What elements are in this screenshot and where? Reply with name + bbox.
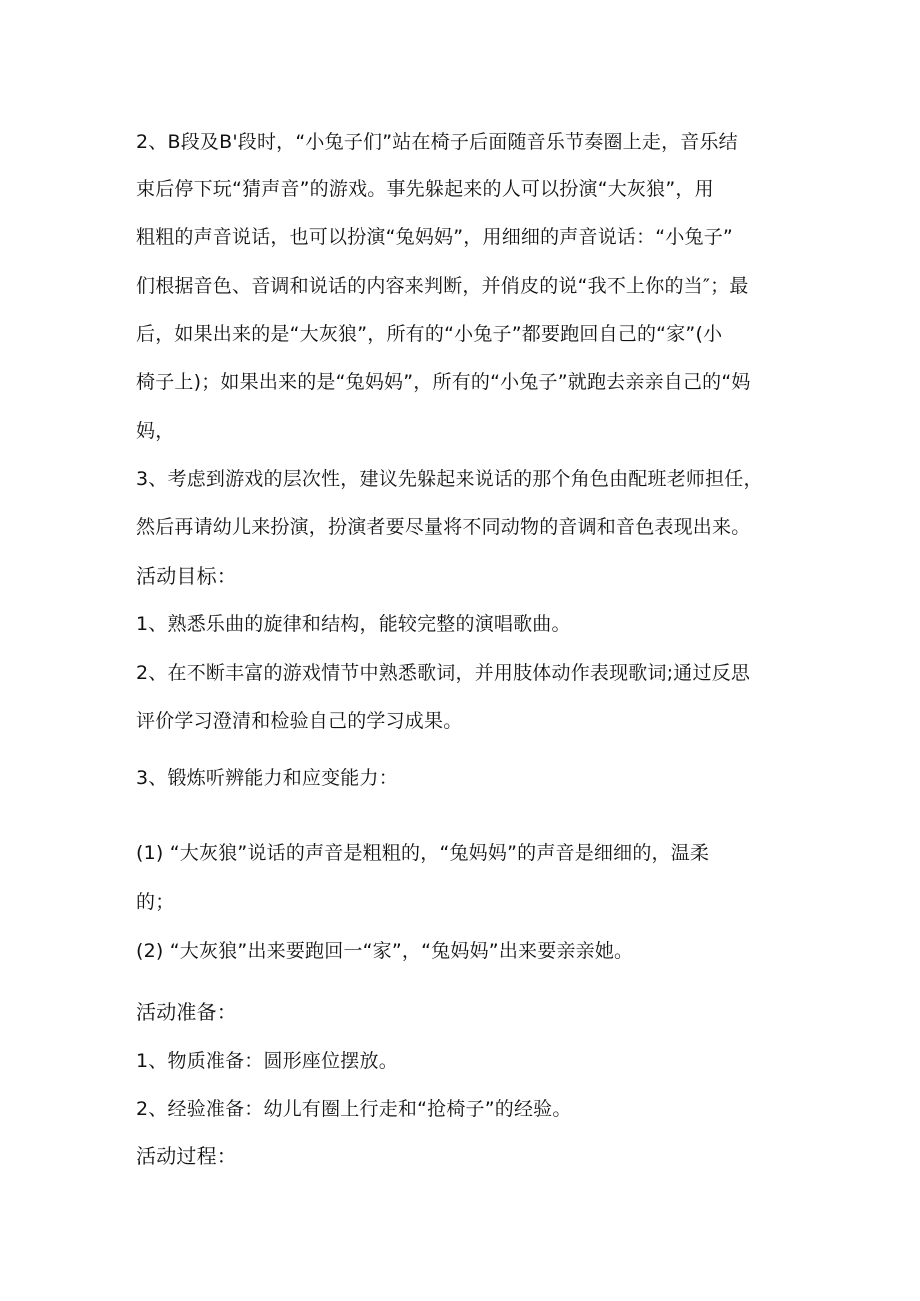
paragraph-line: 们根据音色、音调和说话的内容来判断，并俏皮的说“我不上你的当″；最	[136, 275, 749, 297]
paragraph-line: 评价学习澄清和检验自己的学习成果。	[136, 710, 463, 732]
paragraph-line: 椅子上)；如果出来的是“兔妈妈”，所有的“小兔子”就跑去亲亲自己的“妈	[136, 371, 751, 393]
list-item: 1、熟悉乐曲的旋律和结构，能较完整的演唱歌曲。	[136, 613, 571, 635]
paragraph-line: 束后停下玩“猜声音”的游戏。事先躲起来的人可以扮演“大灰狼”，用	[136, 178, 714, 200]
paragraph-line: 妈，	[136, 420, 175, 442]
section-heading-goals: 活动目标：	[136, 564, 237, 588]
list-item: 2、经验准备：幼儿有圈上行走和“抢椅子”的经验。	[136, 1098, 572, 1120]
list-item: 2、在不断丰富的游戏情节中熟悉歌词，并用肢体动作表现歌词;通过反思	[136, 662, 751, 684]
paragraph-line: 然后再请幼儿来扮演，扮演者要尽量将不同动物的音调和音色表现出来。	[136, 516, 751, 538]
section-heading-preparation: 活动准备：	[136, 1000, 237, 1024]
list-item: 1、物质准备：圆形座位摆放。	[136, 1050, 398, 1072]
paragraph-line: 粗粗的声音说话，也可以扮演“兔妈妈”，用细细的声音说话：“小兔子”	[136, 226, 733, 248]
sub-list-item: (2) “大灰狼”出来要跑回一“家”，“兔妈妈”出来要亲亲她。	[136, 940, 634, 962]
list-item: 3、锻炼听辨能力和应变能力：	[136, 767, 398, 789]
paragraph-line: 的；	[136, 891, 175, 913]
paragraph-line: 3、考虑到游戏的层次性，建议先躲起来说话的那个角色由配班老师担任，	[136, 468, 763, 490]
sub-list-item: (1) “大灰狼”说话的声音是粗粗的，“兔妈妈”的声音是细细的，温柔	[136, 842, 710, 864]
section-heading-process: 活动过程：	[136, 1144, 237, 1168]
paragraph-line: 2、B段及B'段时，“小兔子们”站在椅子后面随音乐节奏圈上走，音乐结	[136, 131, 738, 153]
paragraph-line: 后，如果出来的是“大灰狼”，所有的“小兔子”都要跑回自己的“家”(小	[136, 323, 723, 345]
